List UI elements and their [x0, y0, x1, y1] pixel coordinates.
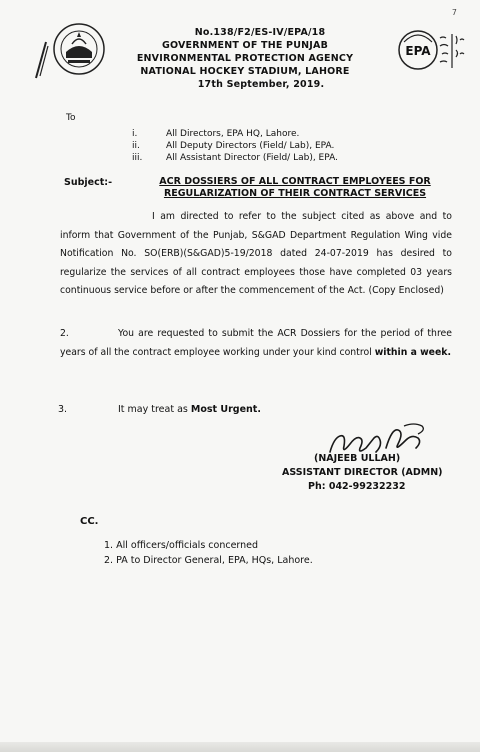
signatory-phone: Ph: 042-99232232	[308, 481, 406, 492]
cc-list	[104, 538, 313, 568]
recipient-number: i.	[132, 129, 138, 139]
punjab-government-logo	[52, 22, 106, 76]
signatory-title: ASSISTANT DIRECTOR (ADMN)	[282, 467, 443, 478]
signature-block	[282, 452, 443, 494]
paragraph-3-number: 3.	[58, 404, 68, 415]
page-bottom-edge	[0, 742, 480, 752]
letter-date: 17th September, 2019.	[197, 79, 325, 90]
epa-punjab-logo	[396, 24, 468, 78]
cc-item: 2. PA to Director General, EPA, HQs, Lahore.	[104, 555, 313, 566]
cc-item: 1. All officers/officials concerned	[104, 540, 259, 551]
paragraph-3-emphasis: Most Urgent.	[190, 404, 261, 415]
recipient-item	[132, 128, 338, 140]
recipient-text: All Assistant Director (Field/ Lab), EPA.	[166, 153, 338, 163]
recipient-number: iii.	[132, 153, 143, 163]
signatory-name: (NAJEEB ULLAH)	[314, 453, 401, 464]
cc-label: CC.	[80, 516, 99, 527]
recipient-item	[132, 140, 338, 152]
subject-line-2: REGULARIZATION OF THEIR CONTRACT SERVICES	[163, 188, 427, 199]
paragraph-3	[58, 404, 261, 415]
letterhead-line-2: ENVIRONMENTAL PROTECTION AGENCY	[136, 53, 354, 64]
paragraph-2-emphasis: within a week.	[374, 346, 451, 358]
recipient-number: ii.	[132, 141, 140, 151]
subject-label: Subject:-	[64, 177, 113, 188]
svg-text:EPA: EPA	[405, 44, 431, 58]
recipient-item	[132, 152, 338, 164]
letterhead	[100, 26, 390, 91]
paragraph-1-text: I am directed to refer to the subject cited as above and to inform that Government of the Punjab, S&GAD Department Regulation Wing vide Notification No. SO(ERB)(S&GAD)5-19/2018 dated 24-07-2019 has desired to regularize the services of all contract employees those have completed 03 years continuous service before or after the commencement of the Act. (Copy Enclosed)	[60, 211, 452, 296]
paragraph-1	[60, 208, 452, 301]
subject-heading	[148, 176, 442, 200]
recipient-list	[132, 128, 338, 164]
letterhead-line-3: NATIONAL HOCKEY STADIUM, LAHORE	[140, 66, 350, 77]
handwritten-slash-mark	[30, 40, 50, 80]
to-label: To	[66, 113, 76, 123]
paragraph-2	[60, 325, 452, 362]
paragraph-2-text: You are requested to submit the ACR Dossiers for the period of three years of all the contract employee working under your kind control	[60, 328, 452, 358]
paragraph-2-number: 2.	[60, 328, 69, 339]
recipient-text: All Deputy Directors (Field/ Lab), EPA.	[166, 141, 335, 151]
corner-mark: 7	[452, 8, 457, 17]
subject-line-1: ACR DOSSIERS OF ALL CONTRACT EMPLOYEES FOR	[159, 176, 431, 187]
paragraph-3-text: It may treat as	[118, 404, 188, 415]
reference-number: No.138/F2/ES-IV/EPA/18	[194, 27, 326, 38]
recipient-text: All Directors, EPA HQ, Lahore.	[166, 129, 300, 139]
letterhead-line-1: GOVERNMENT OF THE PUNJAB	[161, 40, 329, 51]
